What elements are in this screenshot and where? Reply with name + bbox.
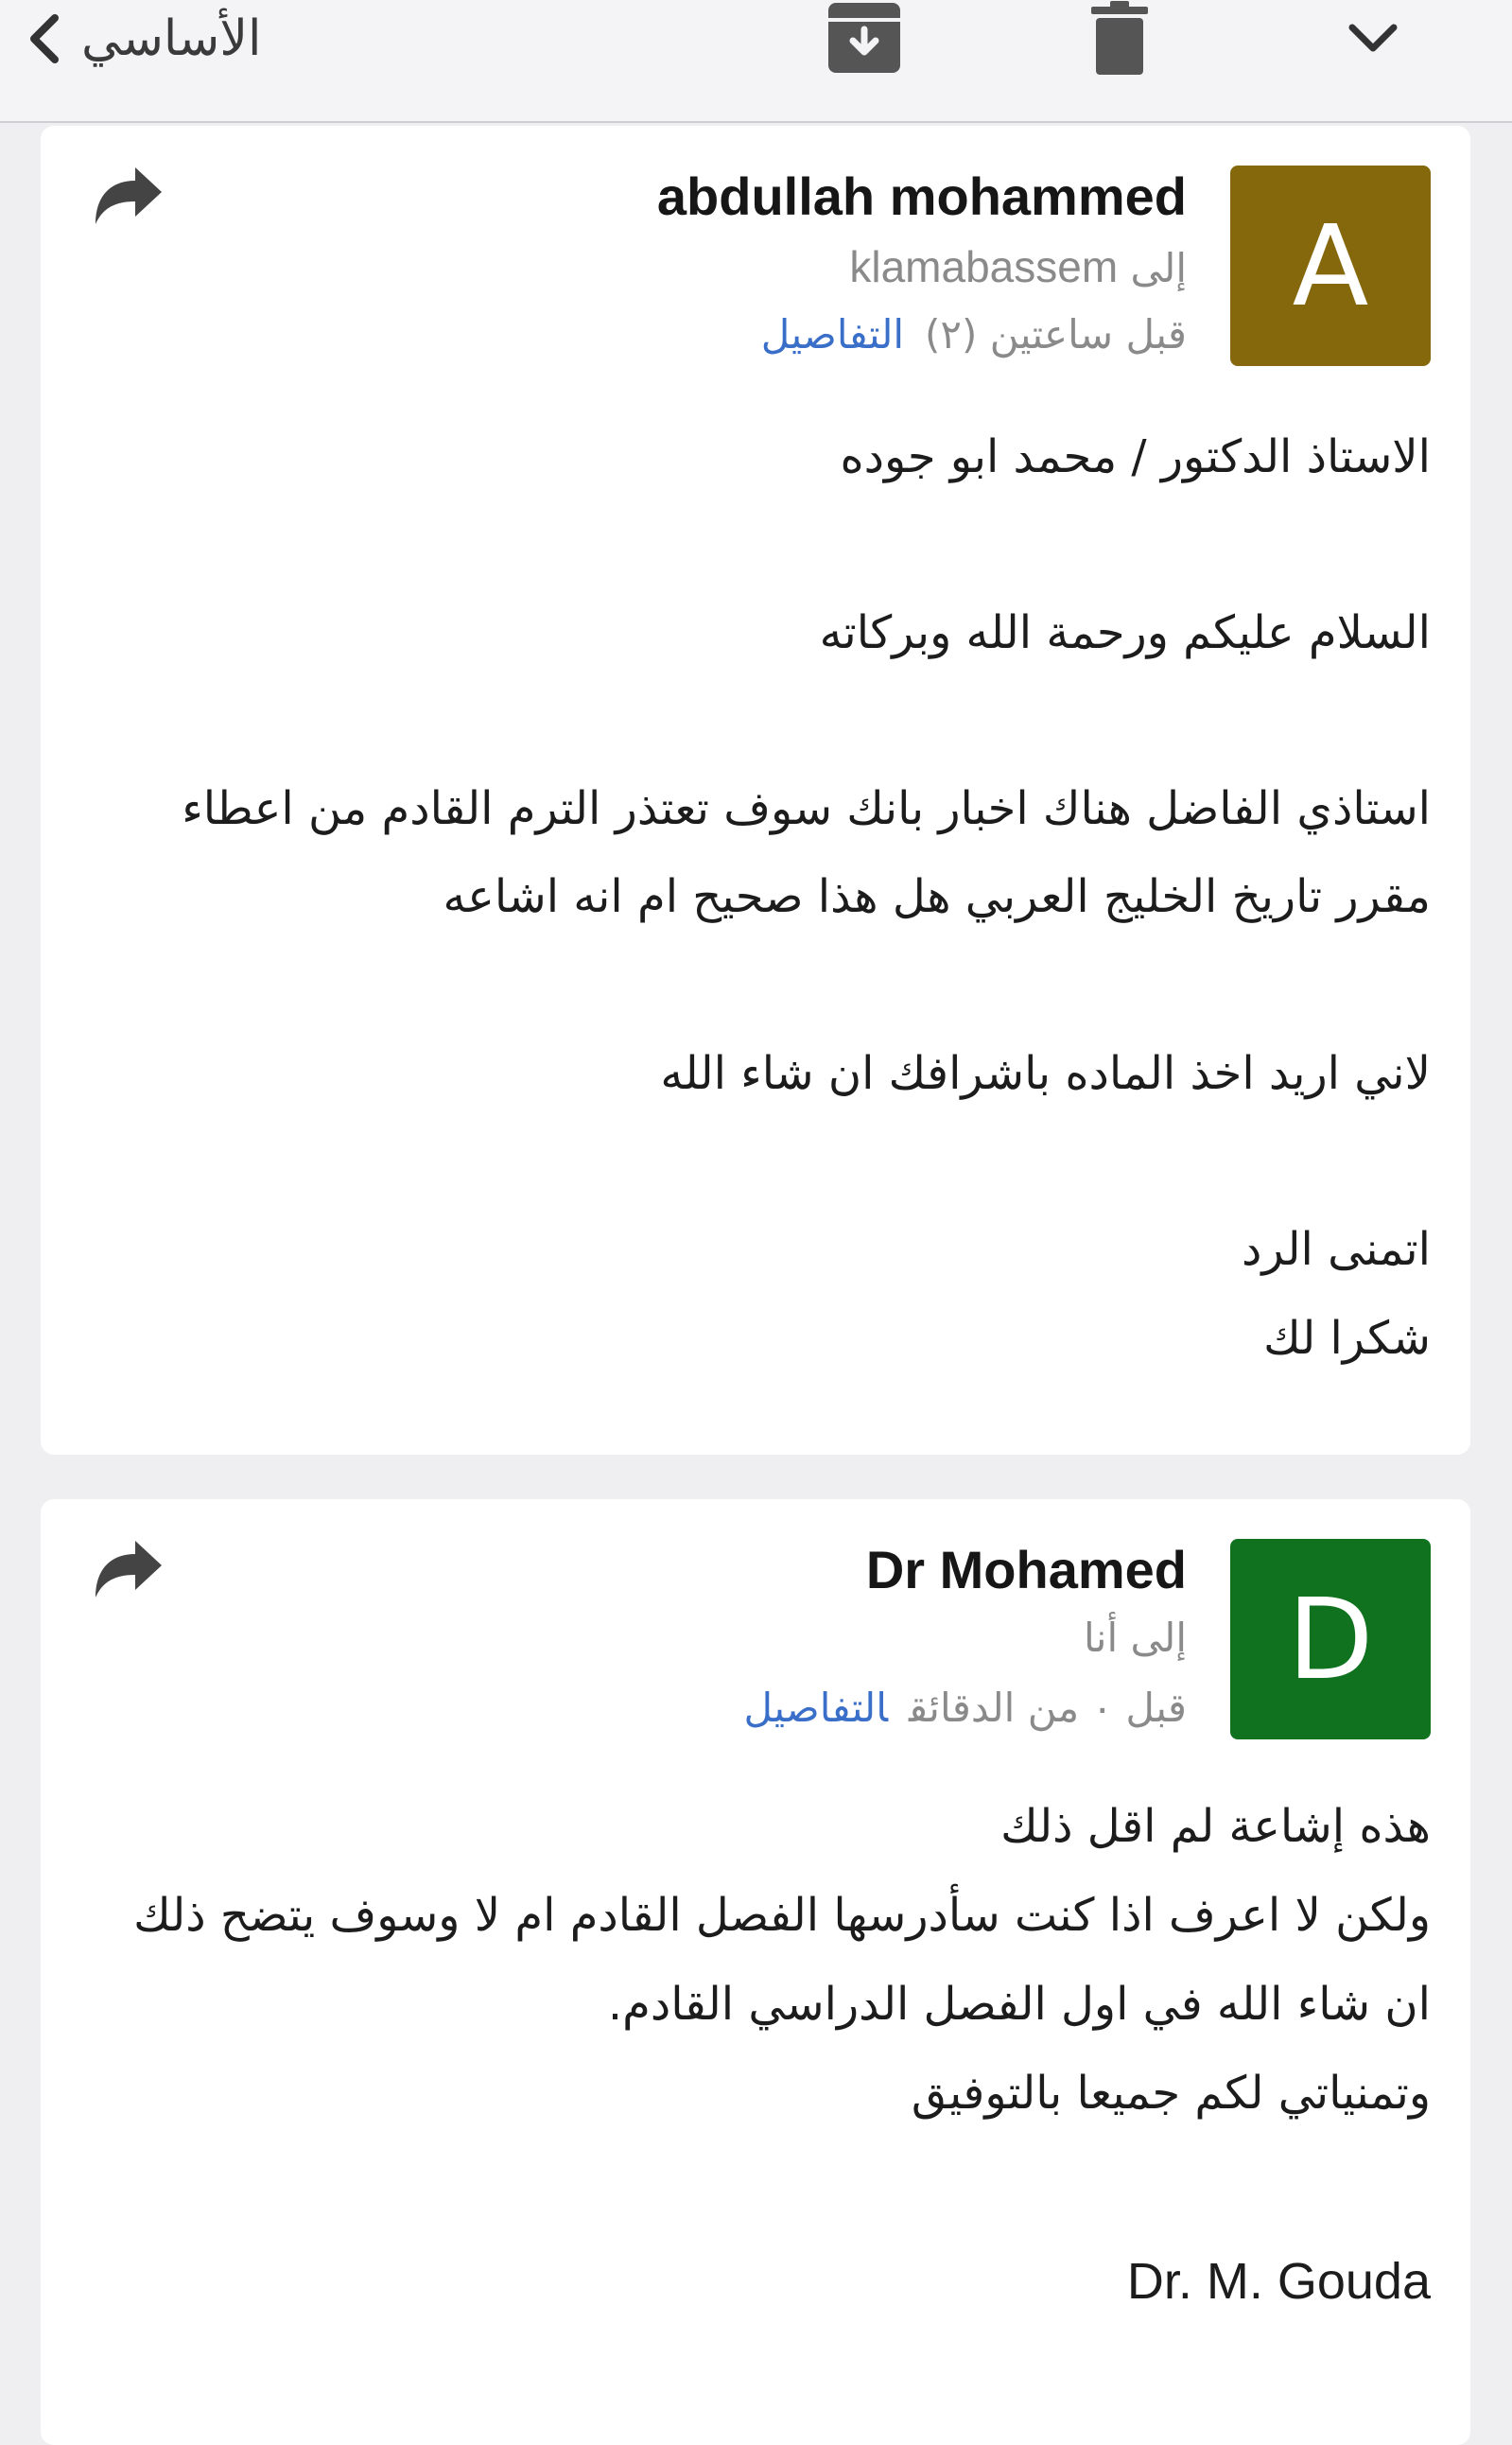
forward-icon	[92, 1539, 165, 1599]
body-line: وتمنياتي لكم جميعا بالتوفيق	[911, 2067, 1431, 2120]
details-link[interactable]: التفاصيل	[760, 311, 905, 358]
timestamp: قبل ٠ من الدقائق	[909, 1685, 1187, 1731]
body-line: ان شاء الله في اول الفصل الدراسي القادم.	[607, 1978, 1431, 2031]
back-button[interactable]	[26, 6, 261, 72]
top-toolbar	[0, 0, 1512, 123]
recipient-line	[1084, 1615, 1187, 1661]
timestamp: قبل ساعتين (٢)	[925, 311, 1187, 358]
trash-icon	[1091, 1, 1148, 75]
forward-icon	[92, 166, 165, 226]
sender-name: Dr Mohamed	[865, 1540, 1187, 1599]
body-line: ولكن لا اعرف اذا كنت سأدرسها الفصل القادم ام لا وسوف يتضح ذلك	[133, 1889, 1431, 1942]
to-prefix: إلى	[1130, 245, 1187, 291]
body-line: اتمنى الرد	[1241, 1223, 1431, 1276]
body-line: شكرا لك	[1263, 1312, 1431, 1365]
body-line: مقرر تاريخ الخليج العربي هل هذا صحيح ام انه اشاعه	[443, 870, 1431, 923]
recipient: أنا	[1084, 1615, 1119, 1661]
to-prefix: إلى	[1130, 1615, 1187, 1661]
time-line	[744, 1685, 1187, 1731]
message-card	[41, 126, 1470, 1455]
message-card	[41, 1499, 1470, 2445]
time-line	[761, 311, 1187, 358]
back-label: الأساسي	[81, 10, 262, 67]
more-button[interactable]	[1347, 0, 1399, 76]
signature: Dr. M. Gouda	[1126, 2253, 1431, 2310]
chevron-left-icon	[26, 14, 61, 63]
body-line: هذه إشاعة لم اقل ذلك	[1000, 1800, 1431, 1853]
body-line: السلام عليكم ورحمة الله وبركاته	[819, 606, 1431, 659]
archive-icon	[826, 1, 902, 75]
recipient-line	[849, 241, 1187, 292]
sender-name: abdullah mohammed	[656, 166, 1187, 226]
forward-button[interactable]	[92, 1539, 165, 1603]
archive-button[interactable]	[826, 0, 903, 76]
delete-button[interactable]	[1089, 0, 1150, 76]
recipient: klamabassem	[849, 242, 1119, 291]
forward-button[interactable]	[92, 166, 165, 230]
body-line: الاستاذ الدكتور / محمد ابو جوده	[840, 430, 1431, 483]
body-line: استاذي الفاضل هناك اخبار بانك سوف تعتذر الترم القادم من اعطاء	[182, 782, 1431, 835]
details-link[interactable]: التفاصيل	[743, 1685, 889, 1731]
avatar: A	[1230, 166, 1431, 366]
avatar: D	[1230, 1539, 1431, 1739]
body-line: لاني اريد اخذ الماده باشرافك ان شاء الله	[660, 1047, 1431, 1100]
chevron-down-icon	[1348, 24, 1398, 52]
